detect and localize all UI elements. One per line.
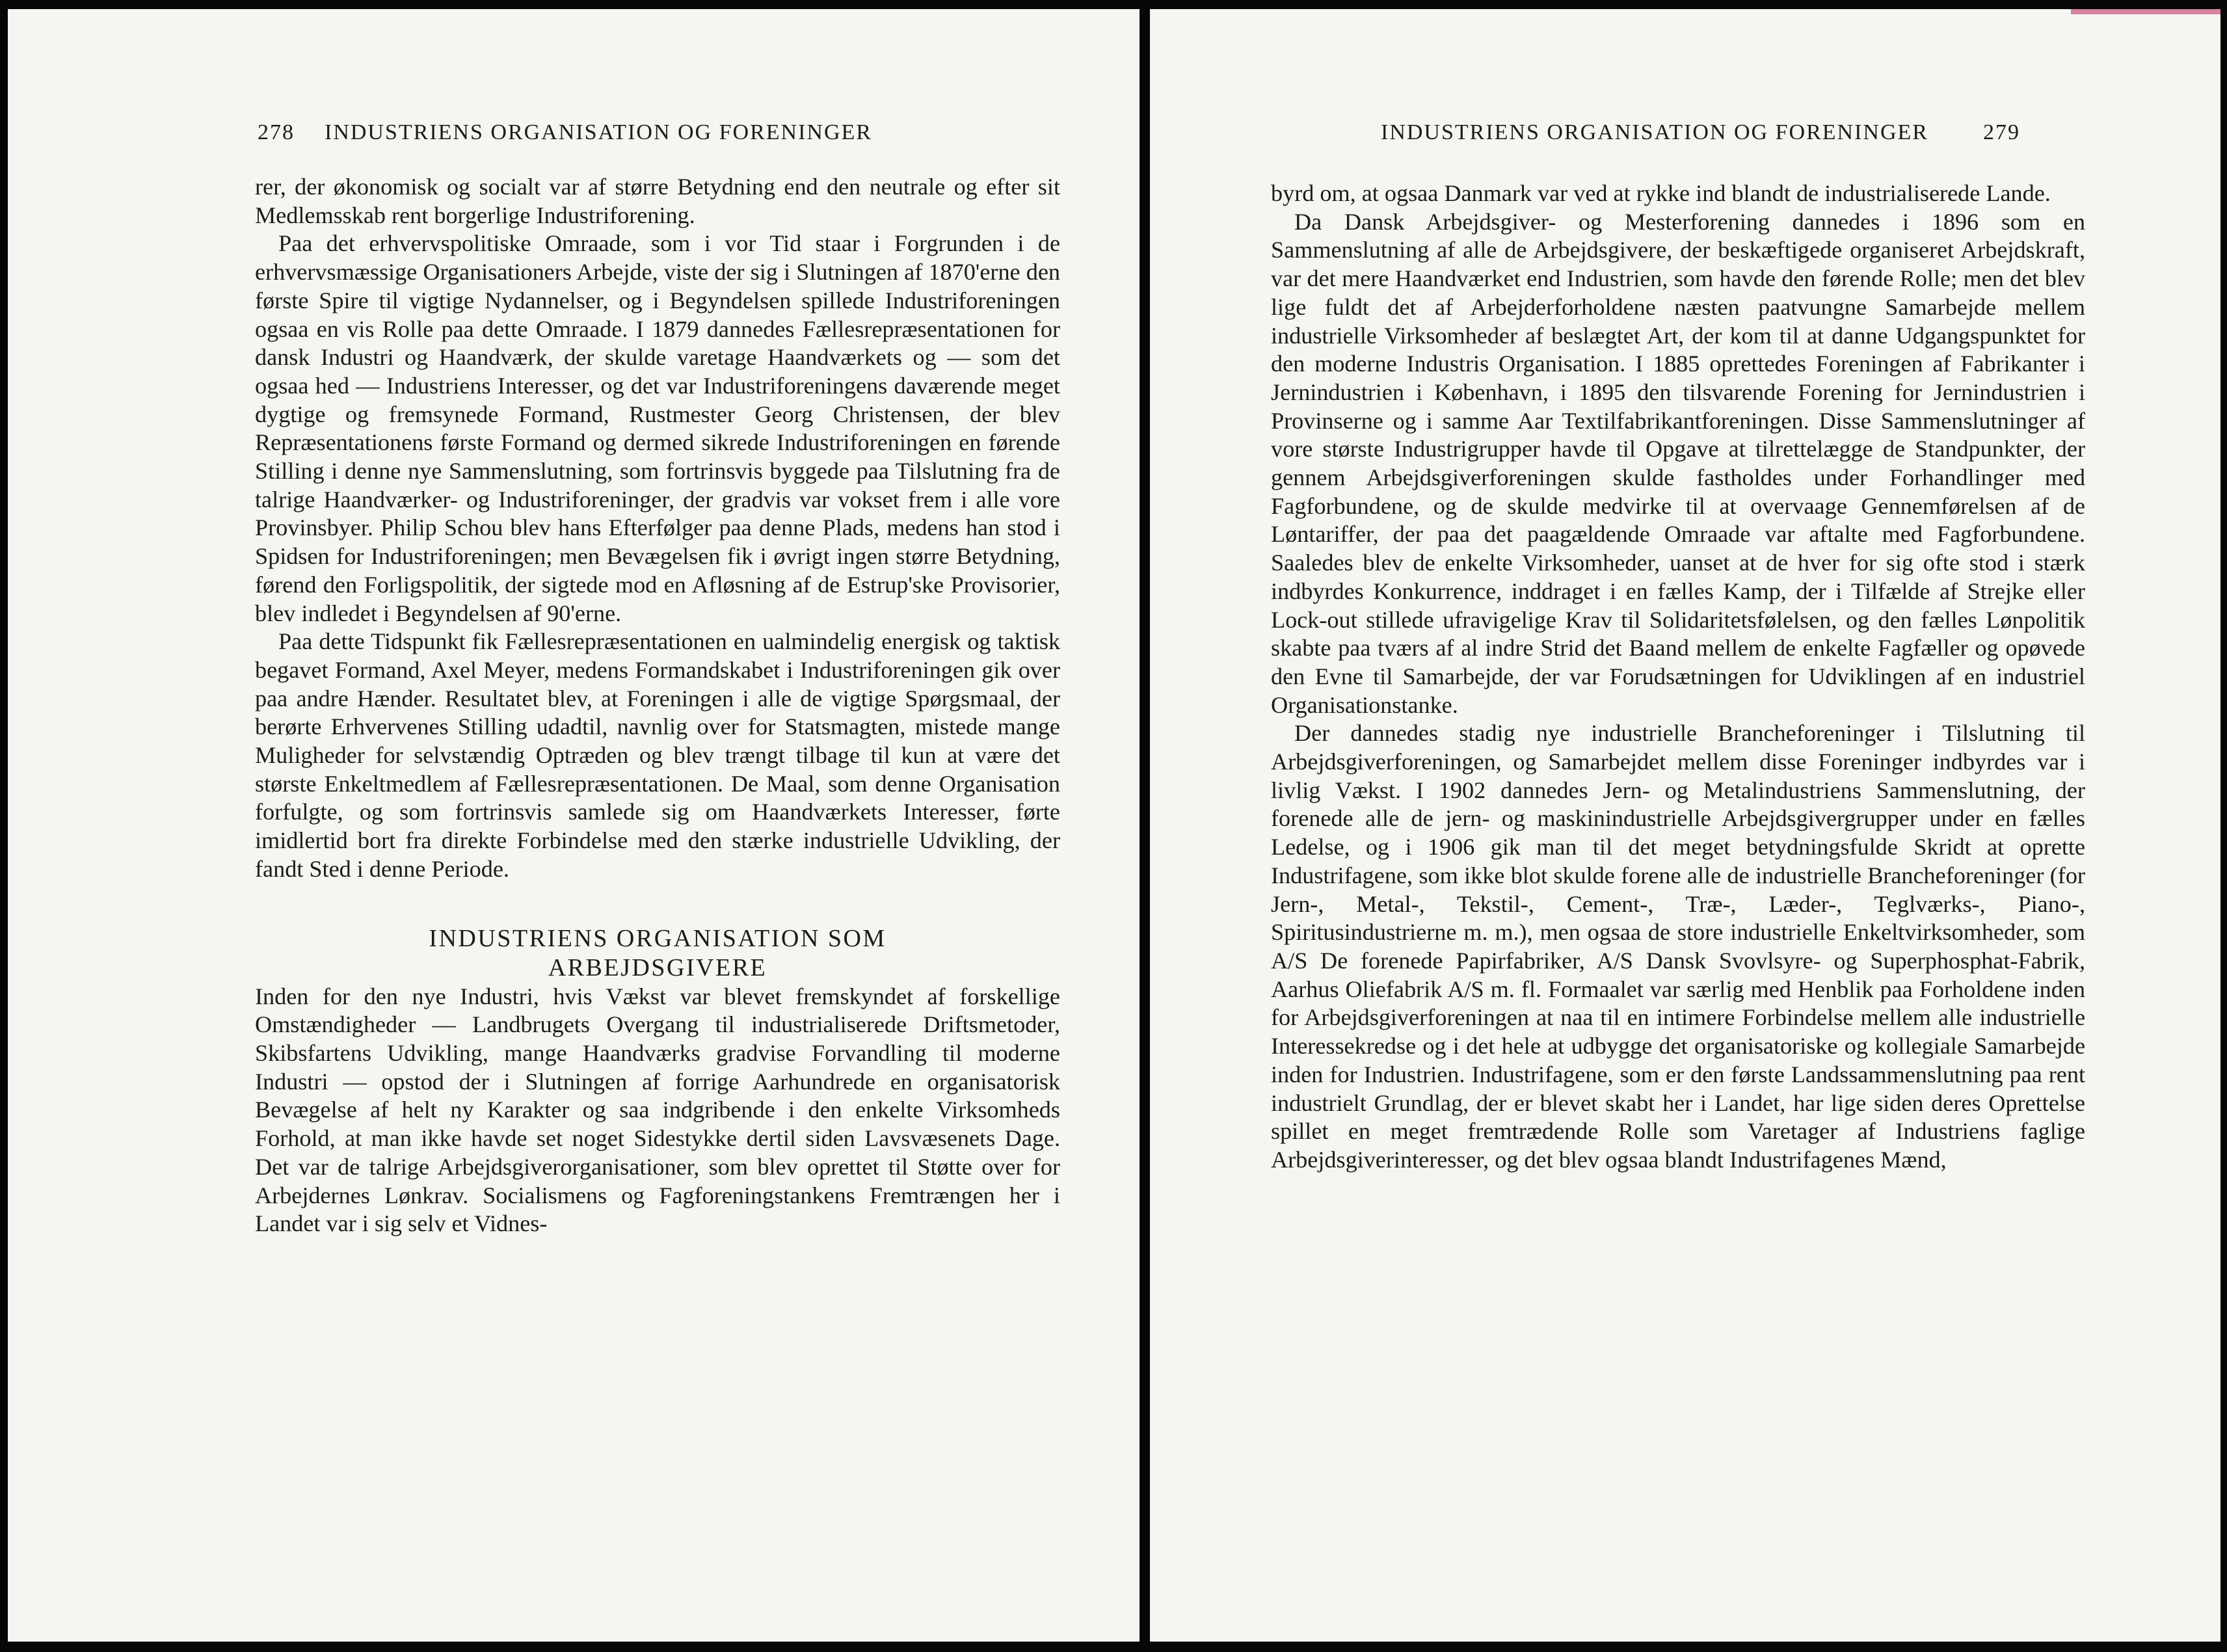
right-paragraph-2: Da Dansk Arbejdsgiver- og Mesterforening dannedes i 1896 som en Sammenslutning af alle de Arbejdsgivere, der beskæftigede organiseret Arbejdskraft, var det mere Haandværket end Industrien, som havde den førende Rolle; men det blev lige fuldt det af Arbejderforholdene næsten paatvungne Samarbejde mellem industrielle Virksomheder af beslægtet Art, der kom til at danne Udgangspunktet for den moderne Industris Organisation. I 1885 oprettedes Foreningen af Fabrikanter i Jernindustrien i København, i 1895 den tilsvarende Forening for Jernindustrien i Provinserne og i samme Aar Textilfabrikantforeningen. Disse Sammenslutninger af vore største Industrigrupper havde til Opgave at tilrettelægge de Standpunkter, der gennem Arbejdsgiverforeningen skulde fastholdes under Forhandlinger med Fagforbundene, og de skulde medvirke til at overvaage Gennemførelsen af de Løntariffer, der paa det paagældende Omraade var aftalte med Fagforbundene. Saaledes blev de enkelte Virksomheder, uanset at de hver for sig ofte stod i stærk indbyrdes Konkurrence, inddraget i en fælles Kamp, der i Tilfælde af Strejke eller Lock-out stillede ufravigelige Krav til Solidaritetsfølelsen, og den fælles Lønpolitik skabte paa tværs af al indre Strid det Baand mellem de enkelte Fagfæller og opøvede den Evne til Samarbejde, der var Forudsætningen for Udviklingen af en industriel Organisationstanke. xyxy=(1271,208,2085,718)
left-page-body xyxy=(255,173,1060,1238)
section-heading-line-1: INDUSTRIENS ORGANISATION SOM xyxy=(429,924,887,952)
left-paragraph-1: rer, der økonomisk og socialt var af større Betydning end den neutrale og efter sit Medlemsskab rent borgerlige Industriforening. xyxy=(255,174,1060,228)
left-page-header xyxy=(258,120,872,146)
right-page-body xyxy=(1271,180,2085,1175)
left-paragraph-2: Paa det erhvervspolitiske Omraade, som i vor Tid staar i Forgrunden i de erhvervsmæssige Organisationers Arbejde, viste der sig i Slutningen af 1870'erne den første Spire til vigtige Nydannelser, og i Begyndelsen spillede Industriforeningen ogsaa en vis Rolle paa dette Omraade. I 1879 dannedes Fællesrepræsentationen for dansk Industri og Haandværk, der skulde varetage Haandværkets og — som det ogsaa hed — Industriens Interesser, og det var Industriforeningens daværende meget dygtige og fremsynede Formand, Rustmester Georg Christensen, der blev Repræsentationens første Formand og dermed sikrede Industriforeningen en førende Stilling i denne nye Sammenslutning, som fortrinsvis byggede paa Tilslutning fra de talrige Haandværker- og Industriforeninger, der gradvis var vokset frem i alle vore Provinsbyer. Philip Schou blev hans Efterfølger paa denne Plads, medens han stod i Spidsen for Industriforeningen; men Bevægelsen fik i øvrigt ingen større Betydning, førend den Forligspolitik, der sigtede mod en Afløsning af de Estrup'ske Provisorier, blev indledet i Begyndelsen af 90'erne. xyxy=(255,230,1060,626)
left-page-number: 278 xyxy=(258,120,295,144)
left-section-paragraph: Inden for den nye Industri, hvis Vækst var blevet fremskyndet af forskellige Omstændigheder — Landbrugets Overgang til industrialiserede Driftsmetoder, Skibsfartens Udvikling, mange Haandværks gradvise Forvandling til moderne Industri — opstod der i Slutningen af forrige Aarhundrede en organisatorisk Bevægelse af helt ny Karakter og saa indgribende i den enkelte Virksomheds Forhold, at man ikke havde set noget Sidestykke dertil siden Lavsvæsenets Dage. Det var de talrige Arbejdsgiverorganisationer, som blev oprettet til Støtte over for Arbejdernes Lønkrav. Socialismens og Fagforeningstankens Fremtrængen her i Landet var i sig selv et Vidnes- xyxy=(255,983,1060,1237)
section-heading xyxy=(255,924,1060,983)
right-running-head: INDUSTRIENS ORGANISATION OG FORENINGER xyxy=(1381,120,1928,144)
right-page xyxy=(1150,9,2220,1642)
right-paragraph-3: Der dannedes stadig nye industrielle Brancheforeninger i Tilslutning til Arbejdsgiverforeningen, og Samarbejdet mellem disse Foreninger indbyrdes var i livlig Vækst. I 1902 dannedes Jern- og Metalindustriens Sammenslutning, der forenede alle de jern- og maskinindustrielle Arbejdsgivergrupper under en fælles Ledelse, og i 1906 gik man til det meget betydningsfulde Skridt at oprette Industrifagene, som ikke blot skulde forene alle de industrielle Brancheforeninger (for Jern-, Metal-, Tekstil-, Cement-, Træ-, Læder-, Teglværks-, Piano-, Spiritusindustrierne m. m.), men ogsaa de store industrielle Enkeltvirksomheder, som A/S De forenede Papirfabriker, A/S Dansk Svovlsyre- og Superphosphat-Fabrik, Aarhus Oliefabrik A/S m. fl. Formaalet var særlig med Henblik paa Forholdene inden for Arbejdsgiverforeningen at naa til en intimere Forbindelse mellem alle industrielle Interessekredse og i det hele at udbygge det organisatoriske og kollegiale Samarbejde inden for Industrien. Industrifagene, som er den første Landssammenslutning paa rent industrielt Grundlag, der er blevet skabt her i Landet, har lige siden deres Oprettelse spillet en meget fremtrædende Rolle som Varetager af Industriens faglige Arbejdsgiverinteresser, og det blev ogsaa blandt Industrifagenes Mænd, xyxy=(1271,720,2085,1173)
right-paragraph-1: byrd om, at ogsaa Danmark var ved at rykke ind blandt de industrialiserede Lande. xyxy=(1271,180,2051,206)
section-heading-line-2: ARBEJDSGIVERE xyxy=(548,953,767,981)
left-paragraph-3: Paa dette Tidspunkt fik Fællesrepræsentationen en ualmindelig energisk og taktisk begavet Formand, Axel Meyer, medens Formandskabet i Industriforeningen gik over paa andre Hænder. Resultatet blev, at Foreningen i alle de vigtige Spørgsmaal, der berørte Erhvervenes Stilling udadtil, navnlig over for Statsmagten, mistede mange Muligheder for selvstændig Optræden og blev trængt tilbage til kun at være det største Enkeltmedlem af Fællesrepræsentationen. De Maal, som denne Organisation forfulgte, og som fortrinsvis samlede sig om Haandværkets Interesser, førte imidlertid bort fra direkte Forbindelse med den stærke industrielle Udvikling, der fandt Sted i denne Periode. xyxy=(255,628,1060,882)
left-running-head: INDUSTRIENS ORGANISATION OG FORENINGER xyxy=(325,120,872,144)
right-page-number: 279 xyxy=(1982,120,2020,144)
left-page xyxy=(8,9,1140,1642)
page-edge-mark xyxy=(2071,9,2220,14)
right-page-header xyxy=(1381,120,2020,146)
